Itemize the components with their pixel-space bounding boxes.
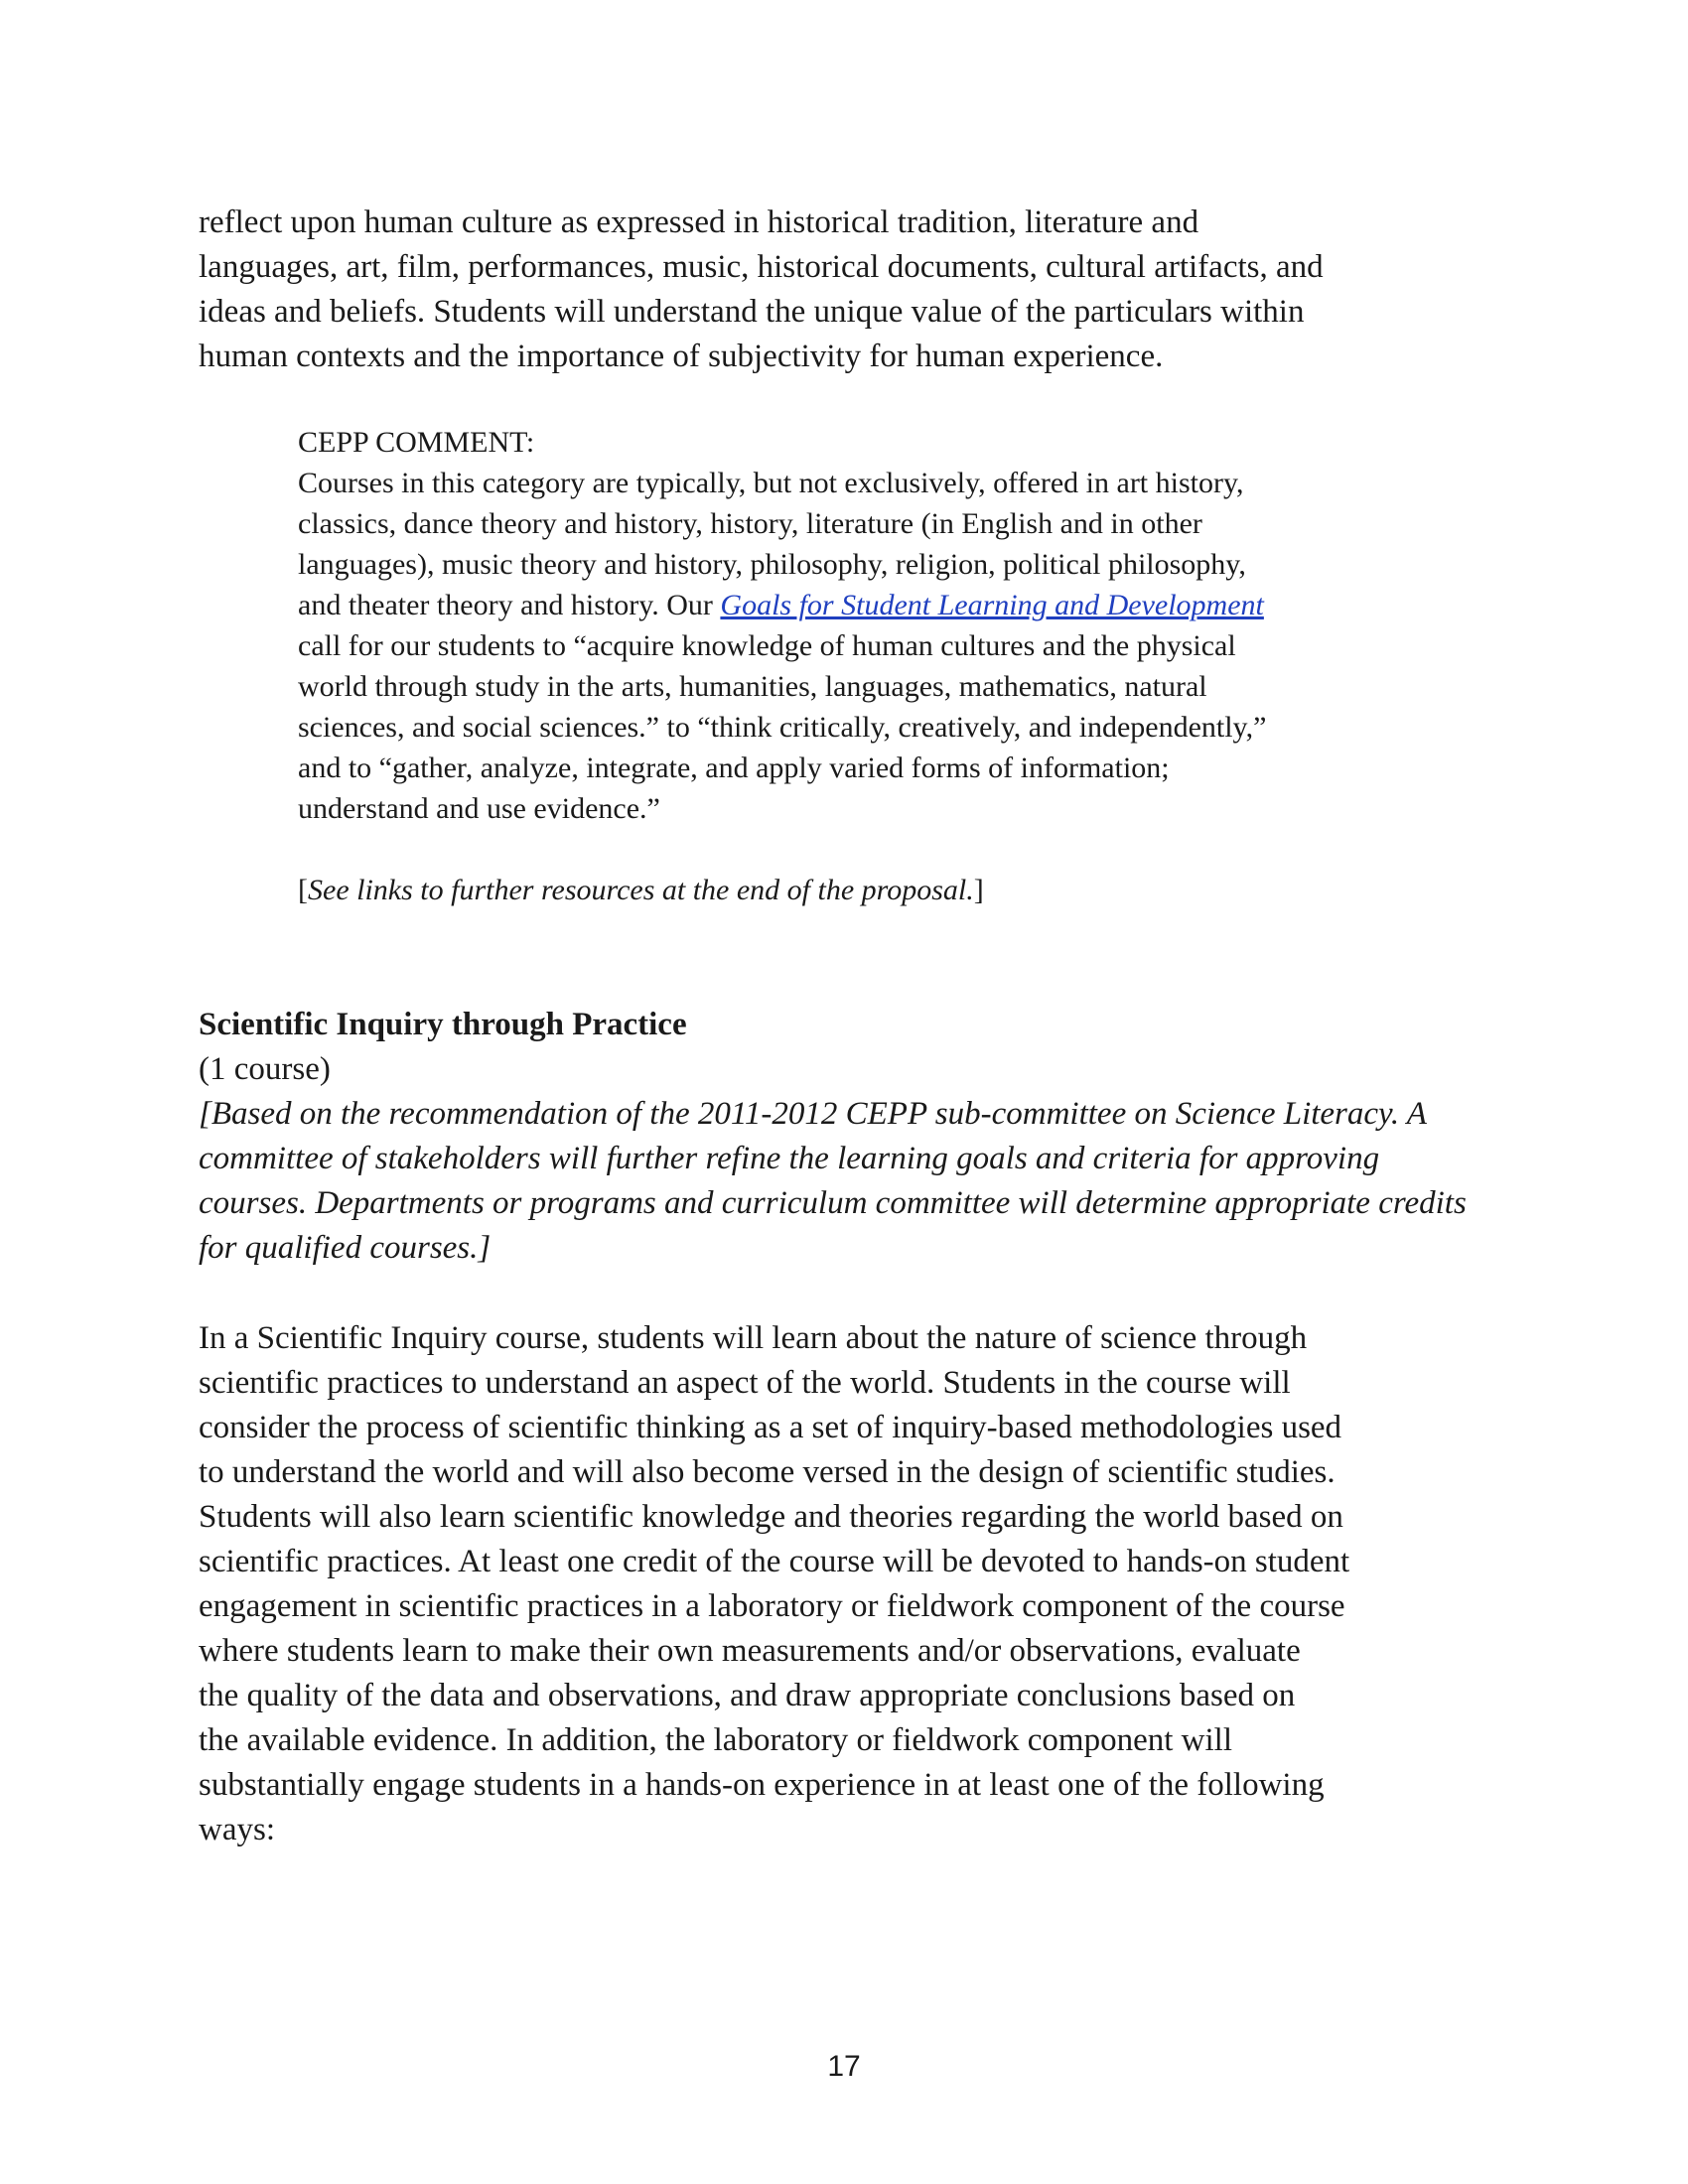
comment-line: classics, dance theory and history, history, literature (in English and in other bbox=[298, 507, 1202, 540]
body-line: the quality of the data and observations, and draw appropriate conclusions based on bbox=[199, 1678, 1296, 1713]
comment-line: understand and use evidence.” bbox=[298, 792, 660, 825]
body-line: consider the process of scientific thinking as a set of inquiry-based methodologies used bbox=[199, 1410, 1342, 1445]
body-line: ways: bbox=[199, 1812, 275, 1847]
intro-paragraph bbox=[199, 201, 1489, 379]
section-body bbox=[199, 1316, 1489, 1852]
body-line: where students learn to make their own measurements and/or observations, evaluate bbox=[199, 1633, 1301, 1669]
cepp-comment-heading: CEPP COMMENT: bbox=[298, 426, 535, 459]
body-line: to understand the world and will also become versed in the design of scientific studies. bbox=[199, 1454, 1336, 1490]
bracket-open: [ bbox=[298, 874, 308, 906]
resources-note bbox=[298, 870, 1440, 910]
goals-link[interactable]: Goals for Student Learning and Development bbox=[720, 589, 1264, 621]
page-number: 17 bbox=[827, 2050, 861, 2083]
note-line: [Based on the recommendation of the 2011-2012 CEPP sub-committee on Science Literacy. A bbox=[199, 1096, 1427, 1132]
resources-text: See links to further resources at the end of the proposal. bbox=[308, 874, 974, 906]
comment-line: sciences, and social sciences.” to “think critically, creatively, and independently,” bbox=[298, 711, 1267, 744]
comment-line: world through study in the arts, humanities, languages, mathematics, natural bbox=[298, 670, 1207, 703]
note-line: committee of stakeholders will further refine the learning goals and criteria for approving bbox=[199, 1141, 1380, 1176]
bracket-close: ] bbox=[973, 874, 984, 906]
comment-line: and to “gather, analyze, integrate, and apply varied forms of information; bbox=[298, 751, 1170, 784]
section-note bbox=[199, 1092, 1489, 1271]
body-line: scientific practices. At least one credit of the course will be devoted to hands-on student bbox=[199, 1544, 1350, 1579]
section-title: Scientific Inquiry through Practice bbox=[199, 1007, 687, 1042]
course-count-text: (1 course) bbox=[199, 1051, 331, 1087]
paragraph-line: ideas and beliefs. Students will understand the unique value of the particulars within bbox=[199, 294, 1305, 330]
comment-line: languages), music theory and history, philosophy, religion, political philosophy, bbox=[298, 548, 1246, 581]
body-line: the available evidence. In addition, the laboratory or fieldwork component will bbox=[199, 1722, 1232, 1758]
body-line: In a Scientific Inquiry course, students will learn about the nature of science through bbox=[199, 1320, 1308, 1356]
body-line: scientific practices to understand an aspect of the world. Students in the course will bbox=[199, 1365, 1291, 1401]
note-line: for qualified courses.] bbox=[199, 1230, 492, 1266]
body-line: Students will also learn scientific knowledge and theories regarding the world based on bbox=[199, 1499, 1343, 1535]
comment-link-line bbox=[298, 585, 1440, 625]
paragraph-line: human contexts and the importance of subjectivity for human experience. bbox=[199, 339, 1164, 374]
resources-line bbox=[298, 870, 1440, 910]
comment-line: Courses in this category are typically, but not exclusively, offered in art history, bbox=[298, 467, 1244, 499]
body-line: substantially engage students in a hands-on experience in at least one of the following bbox=[199, 1767, 1325, 1803]
note-line: courses. Departments or programs and curriculum committee will determine appropriate credits bbox=[199, 1185, 1467, 1221]
paragraph-line: languages, art, film, performances, music, historical documents, cultural artifacts, and bbox=[199, 249, 1324, 285]
paragraph-line: reflect upon human culture as expressed in historical tradition, literature and bbox=[199, 205, 1199, 240]
comment-line: call for our students to “acquire knowledge of human cultures and the physical bbox=[298, 629, 1236, 662]
comment-line-prefix: and theater theory and history. Our bbox=[298, 589, 721, 621]
cepp-comment bbox=[298, 422, 1440, 829]
course-count bbox=[199, 1047, 1489, 1092]
body-line: engagement in scientific practices in a laboratory or fieldwork component of the course bbox=[199, 1588, 1345, 1624]
